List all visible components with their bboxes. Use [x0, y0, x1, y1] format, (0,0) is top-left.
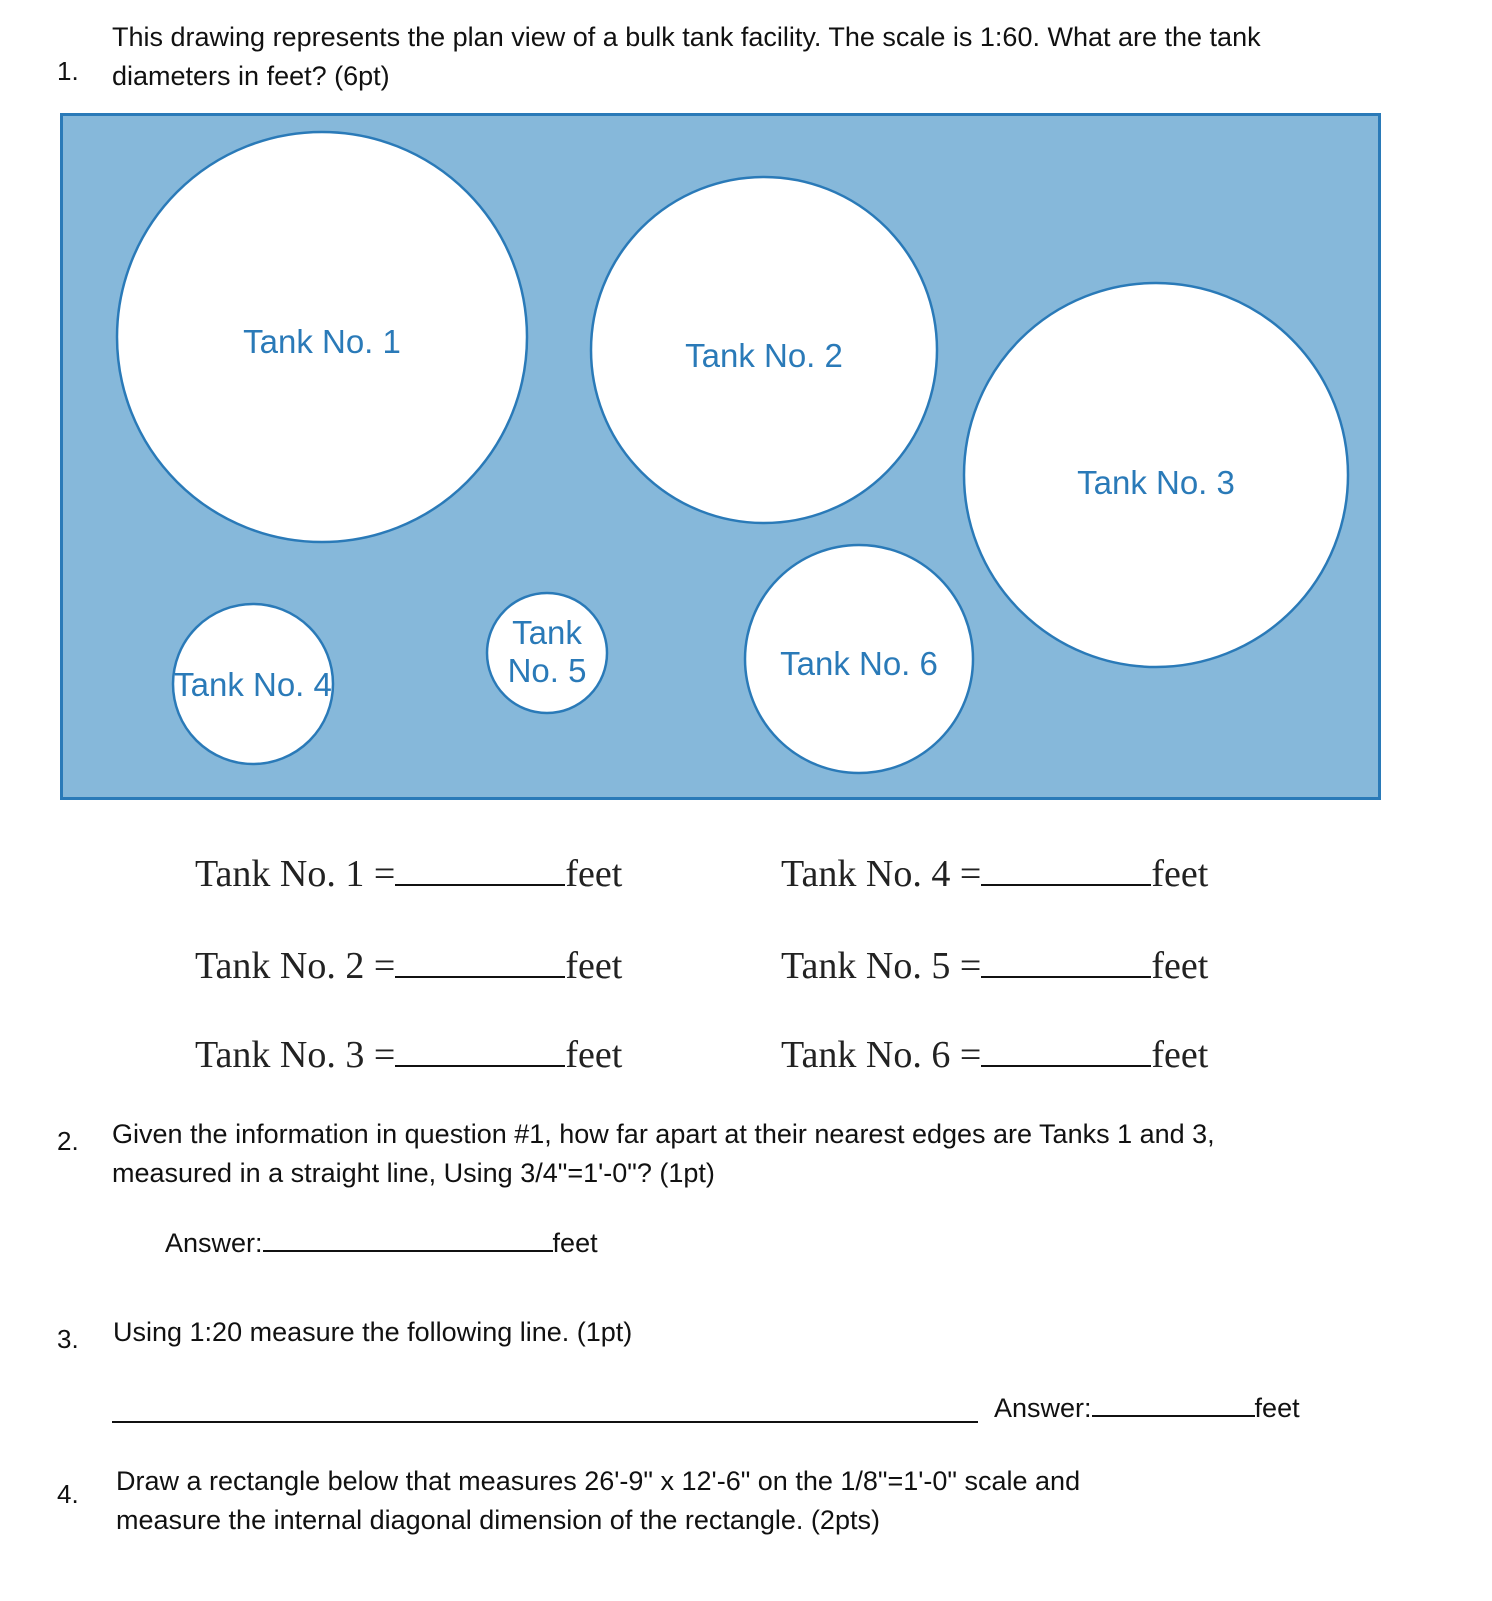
answer-label: Tank No. 3 =: [195, 1034, 396, 1076]
question-1-text: [112, 18, 1261, 96]
tank-1: [117, 132, 527, 542]
answer-blank-tank-3[interactable]: [395, 1065, 565, 1067]
answer-blank-tank-1[interactable]: [395, 884, 565, 886]
question-3-number: 3.: [57, 1324, 79, 1354]
answer-unit: feet: [1254, 1393, 1300, 1423]
tank-5-label-line-1: Tank: [512, 614, 582, 651]
tank-2-label: Tank No. 2: [685, 337, 843, 374]
answer-blank-tank-5[interactable]: [981, 976, 1151, 978]
answer-row-tank-4: [781, 852, 1208, 896]
question-2-answer-blank[interactable]: [263, 1250, 553, 1252]
question-4-line-2: measure the internal diagonal dimension of the rectangle. (2pts): [116, 1505, 880, 1535]
answer-row-tank-3: [195, 1033, 622, 1077]
question-1-line-2: diameters in feet? (6pt): [112, 61, 390, 91]
question-2-text: [112, 1115, 1215, 1193]
answer-unit: feet: [565, 1034, 623, 1076]
tank-2: [591, 177, 937, 523]
question-4-text: [116, 1462, 1080, 1540]
answer-row-tank-2: [195, 944, 622, 988]
tank-5-label-line-2: No. 5: [507, 652, 587, 689]
tank-3-label: Tank No. 3: [1077, 464, 1235, 501]
question-1-line-1: This drawing represents the plan view of a bulk tank facility. The scale is 1:60. What are the tank: [112, 22, 1261, 52]
answer-blank-tank-4[interactable]: [981, 884, 1151, 886]
measure-line: [112, 1421, 978, 1423]
answer-label: Answer:: [165, 1228, 263, 1258]
answer-label: Tank No. 2 =: [195, 945, 396, 987]
answer-unit: feet: [565, 945, 623, 987]
question-4-number: 4.: [57, 1479, 79, 1509]
tank-5: [487, 593, 607, 713]
question-2-line-2: measured in a straight line, Using 3/4"=1'-0"? (1pt): [112, 1158, 715, 1188]
answer-label: Tank No. 1 =: [195, 853, 396, 895]
question-2-line-1: Given the information in question #1, how far apart at their nearest edges are Tanks 1 and 3,: [112, 1119, 1215, 1149]
answer-unit: feet: [1151, 1034, 1209, 1076]
question-3-answer-row: [994, 1393, 1300, 1424]
answer-unit: feet: [552, 1228, 598, 1258]
answer-blank-tank-6[interactable]: [981, 1065, 1151, 1067]
tank-4: [173, 604, 333, 764]
tank-plan-diagram: [60, 113, 1381, 800]
answer-unit: feet: [1151, 945, 1209, 987]
answer-label: Tank No. 6 =: [781, 1034, 982, 1076]
question-3-answer-blank[interactable]: [1092, 1415, 1255, 1417]
answer-row-tank-5: [781, 944, 1208, 988]
tank-1-label: Tank No. 1: [243, 323, 401, 360]
question-2-answer-row: [165, 1228, 598, 1259]
tank-3: [964, 283, 1348, 667]
answer-label: Tank No. 5 =: [781, 945, 982, 987]
question-1-number: 1.: [57, 56, 79, 86]
question-3-text: Using 1:20 measure the following line. (1pt): [113, 1317, 633, 1347]
tank-4-label: Tank No. 4: [174, 666, 332, 703]
answer-label: Answer:: [994, 1393, 1092, 1423]
question-4-line-1: Draw a rectangle below that measures 26'-9" x 12'-6" on the 1/8"=1'-0" scale and: [116, 1466, 1081, 1496]
tank-6: [745, 545, 973, 773]
answer-row-tank-1: [195, 852, 622, 896]
answer-row-tank-6: [781, 1033, 1208, 1077]
answer-unit: feet: [1151, 853, 1209, 895]
answer-blank-tank-2[interactable]: [395, 976, 565, 978]
question-2-number: 2.: [57, 1126, 79, 1156]
answer-unit: feet: [565, 853, 623, 895]
answer-label: Tank No. 4 =: [781, 853, 982, 895]
tank-6-label: Tank No. 6: [780, 645, 938, 682]
